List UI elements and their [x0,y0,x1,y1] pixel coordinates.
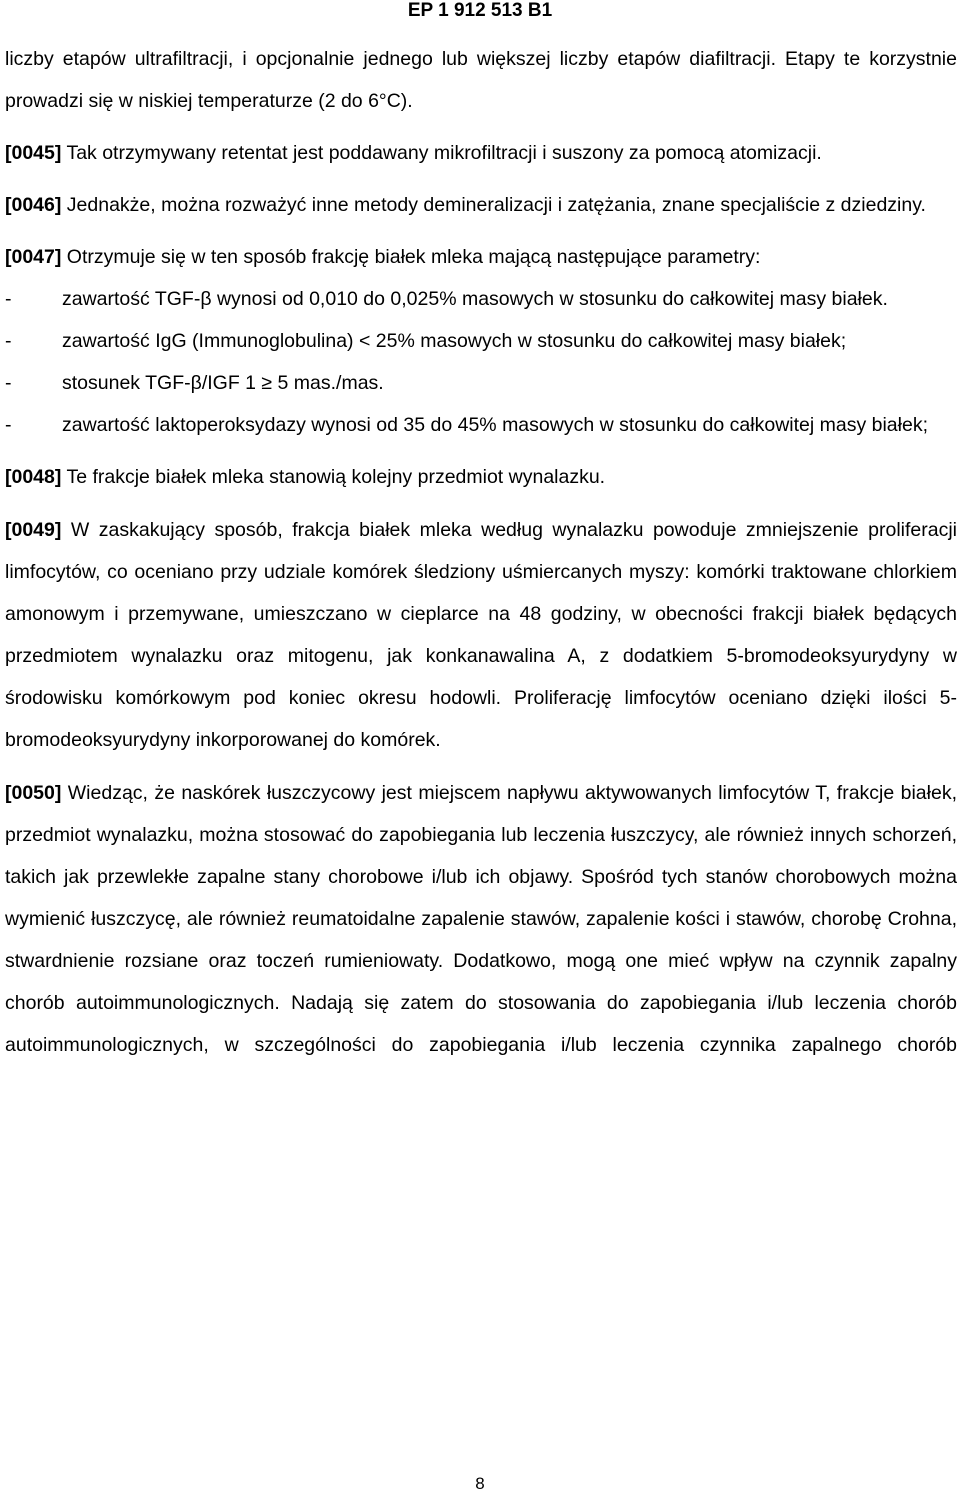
list-dash: - [5,330,12,352]
list-item [5,278,957,320]
page-number: 8 [475,1474,485,1493]
list-item [5,320,957,362]
list-item-text: zawartość TGF-β wynosi od 0,010 do 0,025% masowych w stosunku do całkowitej masy białek. [62,288,888,310]
paragraph-text: Wiedząc, że naskórek łuszczycowy jest miejscem napływu aktywowanych limfocytów T, frakcje białek, przedmiot wynalazku, można stosować do zapobiegania lub leczenia łuszczycy, ale również innych schorzeń, takich jak przewlekłe zapalne stany chorobowe i/lub ich objawy. Spośród tych stanów chorobowych można wymienić łuszczycę, ale również reumatoidalne zapalenie stawów, zapalenie kości i stawów, chorobę Crohna, stwardnienie rozsiane oraz toczeń rumieniowaty. Dodatkowo, mogą one mieć wpływ na czynnik zapalny chorób autoimmunologicznych. Nadają się zatem do stosowania do zapobiegania i/lub leczenia chorób autoimmunologicznych, w szczególności do zapobiegania i/lub leczenia czynnika zapalnego chorób [5,782,957,1056]
list-item-text: zawartość IgG (Immunoglobulina) < 25% masowych w stosunku do całkowitej masy białek; [62,330,847,352]
paragraph-0049 [5,509,957,761]
paragraph-0046 [5,184,957,226]
paragraph-0048 [5,456,957,498]
paragraph-text: Te frakcje białek mleka stanowią kolejny przedmiot wynalazku. [61,466,606,488]
document-header: EP 1 912 513 B1 [407,0,553,21]
paragraph-0045 [5,132,957,174]
list-dash: - [5,288,12,310]
paragraph-number: [0045] [5,142,62,164]
paragraph-text: Jednakże, można rozważyć inne metody demineralizacji i zatężania, znane specjaliście z dziedziny. [61,194,926,216]
paragraph-number: [0047] [5,246,62,268]
list-dash: - [5,372,12,394]
list-item [5,362,957,404]
paragraph-0047 [5,236,957,278]
paragraph-number: [0049] [5,519,62,541]
paragraph-number: [0048] [5,466,62,488]
list-item [5,404,957,446]
paragraph-text: W zaskakujący sposób, frakcja białek mleka według wynalazku powoduje zmniejszenie proliferacji limfocytów, co oceniano przy udziale komórek śledziony uśmiercanych myszy: komórki traktowane chlorkiem amonowym i przemywane, umieszczano w cieplarce na 48 godziny, w obecności frakcji białek będących przedmiotem wynalazku oraz mitogenu, jak konkanawalina A, z dodatkiem 5-bromodeoksyurydyny w środowisku komórkowym pod koniec okresu hodowli. Proliferację limfocytów oceniano dzięki ilości 5-bromodeoksyurydyny inkorporowanej do komórek. [5,519,957,751]
list-item-text: stosunek TGF-β/IGF 1 ≥ 5 mas./mas. [62,372,384,394]
paragraph-text: Tak otrzymywany retentat jest poddawany mikrofiltracji i suszony za pomocą atomizacji. [61,142,822,164]
paragraph-number: [0050] [5,782,62,804]
paragraph-continuation: liczby etapów ultrafiltracji, i opcjonalnie jednego lub większej liczby etapów diafiltracji. Etapy te korzystnie prowadzi się w niskiej temperaturze (2 do 6°C). [5,48,957,112]
list-item-text: zawartość laktoperoksydazy wynosi od 35 do 45% masowych w stosunku do całkowitej masy białek; [62,414,928,436]
paragraph-number: [0046] [5,194,62,216]
paragraph-text: Otrzymuje się w ten sposób frakcję białek mleka mającą następujące parametry: [61,246,761,268]
list-dash: - [5,414,12,436]
paragraph-0050 [5,772,957,1066]
page-body [5,38,957,1066]
